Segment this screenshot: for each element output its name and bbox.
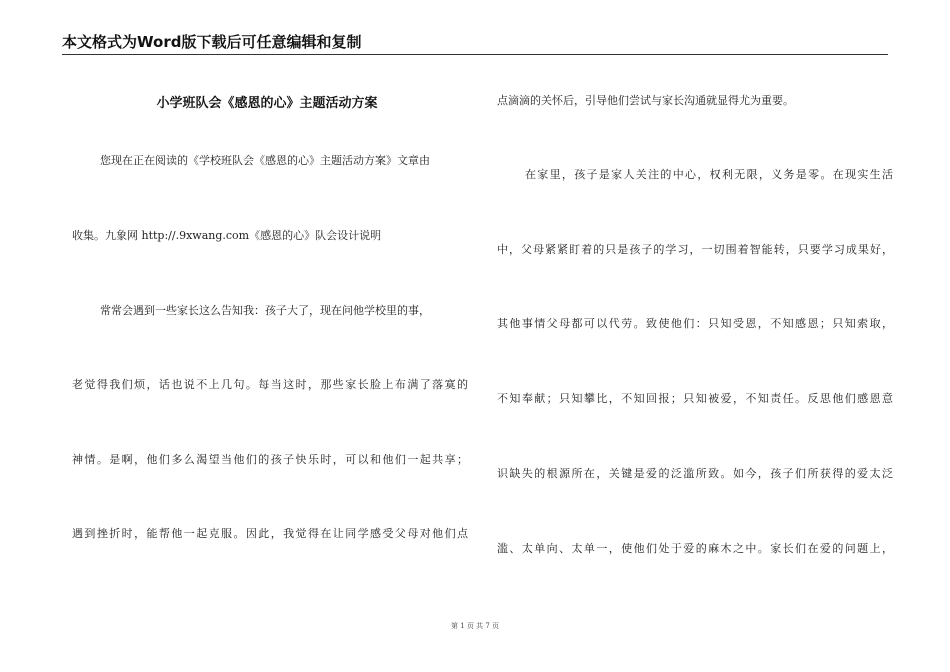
paragraph-line: 遇到挫折时，能帮他一起克服。因此，我觉得在让同学感受父母对他们点 [72, 527, 468, 540]
paragraph-line: 老觉得我们烦，话也说不上几句。每当这时，那些家长脸上布满了落寞的 [72, 378, 468, 391]
header-banner-text: 本文格式为Word版下载后可任意编辑和复制 [62, 33, 362, 51]
left-column [72, 0, 468, 672]
paragraph-line: 常常会遇到一些家长这么告知我：孩子大了，现在问他学校里的事， [100, 304, 430, 317]
paragraph-line: 神情。是啊，他们多么渴望当他们的孩子快乐时，可以和他们一起共享； [72, 453, 468, 466]
paragraph-line: 滥、太单向、太单一，使他们处于爱的麻木之中。家长们在爱的问题上， [497, 542, 893, 555]
document-title: 小学班队会《感恩的心》主题活动方案 [156, 96, 378, 111]
paragraph-line: 中，父母紧紧盯着的只是孩子的学习，一切围着智能转，只要学习成果好， [497, 243, 893, 256]
paragraph-line: 您现在正在阅读的《学校班队会《感恩的心》主题活动方案》文章由 [100, 154, 430, 167]
paragraph-line: 不知奉献；只知攀比，不知回报；只知被爱，不知责任。反思他们感恩意 [497, 392, 893, 405]
page-number: 第 1 页 共 7 页 [450, 622, 500, 630]
paragraph-line: 其他事情父母都可以代劳。致使他们：只知受恩，不知感恩；只知索取， [497, 317, 893, 330]
paragraph-line: 在家里，孩子是家人关注的中心，权利无限，义务是零。在现实生活 [525, 168, 893, 181]
paragraph-line: 收集。九象网 http://.9xwang.com《感恩的心》队会设计说明 [72, 229, 382, 242]
right-column [497, 0, 893, 672]
paragraph-line: 点滴滴的关怀后，引导他们尝试与家长沟通就显得尤为重要。 [497, 94, 794, 107]
paragraph-line: 识缺失的根源所在，关键是爱的泛滥所致。如今，孩子们所获得的爱太泛 [497, 467, 893, 480]
